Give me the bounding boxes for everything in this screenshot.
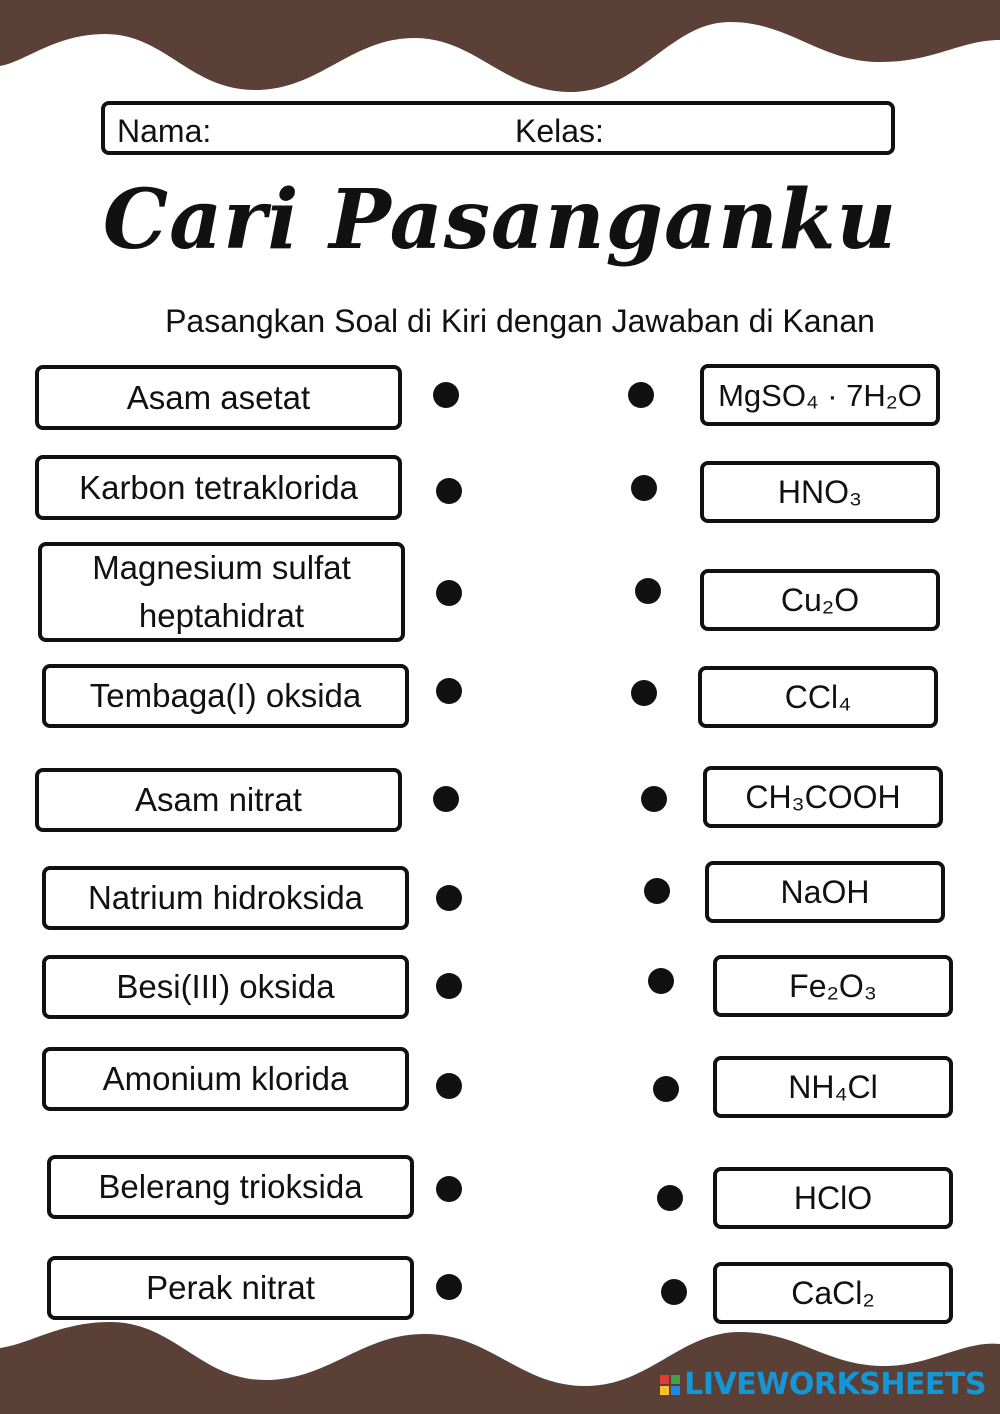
question-box	[42, 866, 409, 930]
left-match-dot[interactable]	[436, 678, 462, 704]
question-box	[38, 542, 405, 642]
answer-box	[713, 1056, 953, 1118]
left-match-dot[interactable]	[436, 478, 462, 504]
liveworksheets-logo[interactable]	[660, 1367, 986, 1402]
question-box	[42, 1047, 409, 1111]
question-box	[42, 955, 409, 1019]
name-label: Nama:	[117, 113, 212, 149]
right-match-dot[interactable]	[635, 578, 661, 604]
right-match-dot[interactable]	[641, 786, 667, 812]
question-box	[47, 1155, 414, 1219]
answer-formula: Fe₂O₃	[789, 968, 877, 1004]
question-text: Karbon tetraklorida	[79, 469, 358, 506]
left-match-dot[interactable]	[436, 1176, 462, 1202]
answer-formula: CCl₄	[784, 678, 852, 715]
answer-formula: HNO₃	[777, 473, 863, 510]
left-match-dot[interactable]	[433, 382, 459, 408]
question-text: Besi(III) oksida	[116, 968, 335, 1006]
answer-formula: CaCl₂	[791, 1274, 875, 1311]
answer-formula: NaOH	[780, 873, 870, 910]
right-match-dot[interactable]	[661, 1279, 687, 1305]
liveworksheets-logo-text: LIVEWORKSHEETS	[684, 1367, 986, 1402]
top-wave-border	[0, 0, 1000, 110]
answer-box	[703, 766, 943, 828]
question-text: Belerang trioksida	[98, 1168, 363, 1206]
right-match-dot[interactable]	[631, 475, 657, 501]
question-box	[35, 365, 402, 430]
question-box	[47, 1256, 414, 1320]
answer-formula: NH₄Cl	[788, 1068, 878, 1105]
right-match-dot[interactable]	[648, 968, 674, 994]
answer-box	[700, 364, 940, 426]
answer-box	[700, 461, 940, 523]
right-match-dot[interactable]	[657, 1185, 683, 1211]
left-match-dot[interactable]	[436, 1274, 462, 1300]
answer-formula: CH₃COOH	[745, 778, 901, 815]
question-text: Asam asetat	[126, 378, 311, 416]
question-box	[35, 455, 402, 520]
worksheet-title: Cari Pasanganku	[102, 172, 898, 268]
question-text: Tembaga(I) oksida	[89, 677, 362, 715]
question-text: Asam nitrat	[135, 781, 302, 819]
right-match-dot[interactable]	[653, 1076, 679, 1102]
answer-box	[705, 861, 945, 923]
answer-box	[713, 1167, 953, 1229]
question-text: Amonium klorida	[102, 1060, 349, 1098]
answer-box	[698, 666, 938, 728]
left-match-dot[interactable]	[436, 1073, 462, 1099]
answer-box	[713, 1262, 953, 1324]
question-text: Natrium hidroksida	[87, 879, 364, 917]
right-match-dot[interactable]	[631, 680, 657, 706]
question-text: Magnesium sulfat heptahidrat	[92, 549, 351, 634]
name-class-box[interactable]	[101, 101, 895, 155]
answer-box	[700, 569, 940, 631]
question-text: Perak nitrat	[146, 1269, 315, 1307]
right-match-dot[interactable]	[644, 878, 670, 904]
answer-formula: Cu₂O	[780, 581, 860, 618]
question-box	[35, 768, 402, 832]
answer-formula: MgSO₄ · 7H₂O	[718, 378, 922, 413]
question-box	[42, 664, 409, 728]
right-match-dot[interactable]	[628, 382, 654, 408]
class-label: Kelas:	[515, 113, 604, 149]
liveworksheets-logo-icon	[660, 1375, 680, 1395]
left-match-dot[interactable]	[436, 580, 462, 606]
worksheet-instructions: Pasangkan Soal di Kiri dengan Jawaban di Kanan	[165, 303, 875, 339]
left-match-dot[interactable]	[436, 885, 462, 911]
answer-box	[713, 955, 953, 1017]
answer-formula: HClO	[793, 1179, 873, 1216]
left-match-dot[interactable]	[433, 786, 459, 812]
left-match-dot[interactable]	[436, 973, 462, 999]
